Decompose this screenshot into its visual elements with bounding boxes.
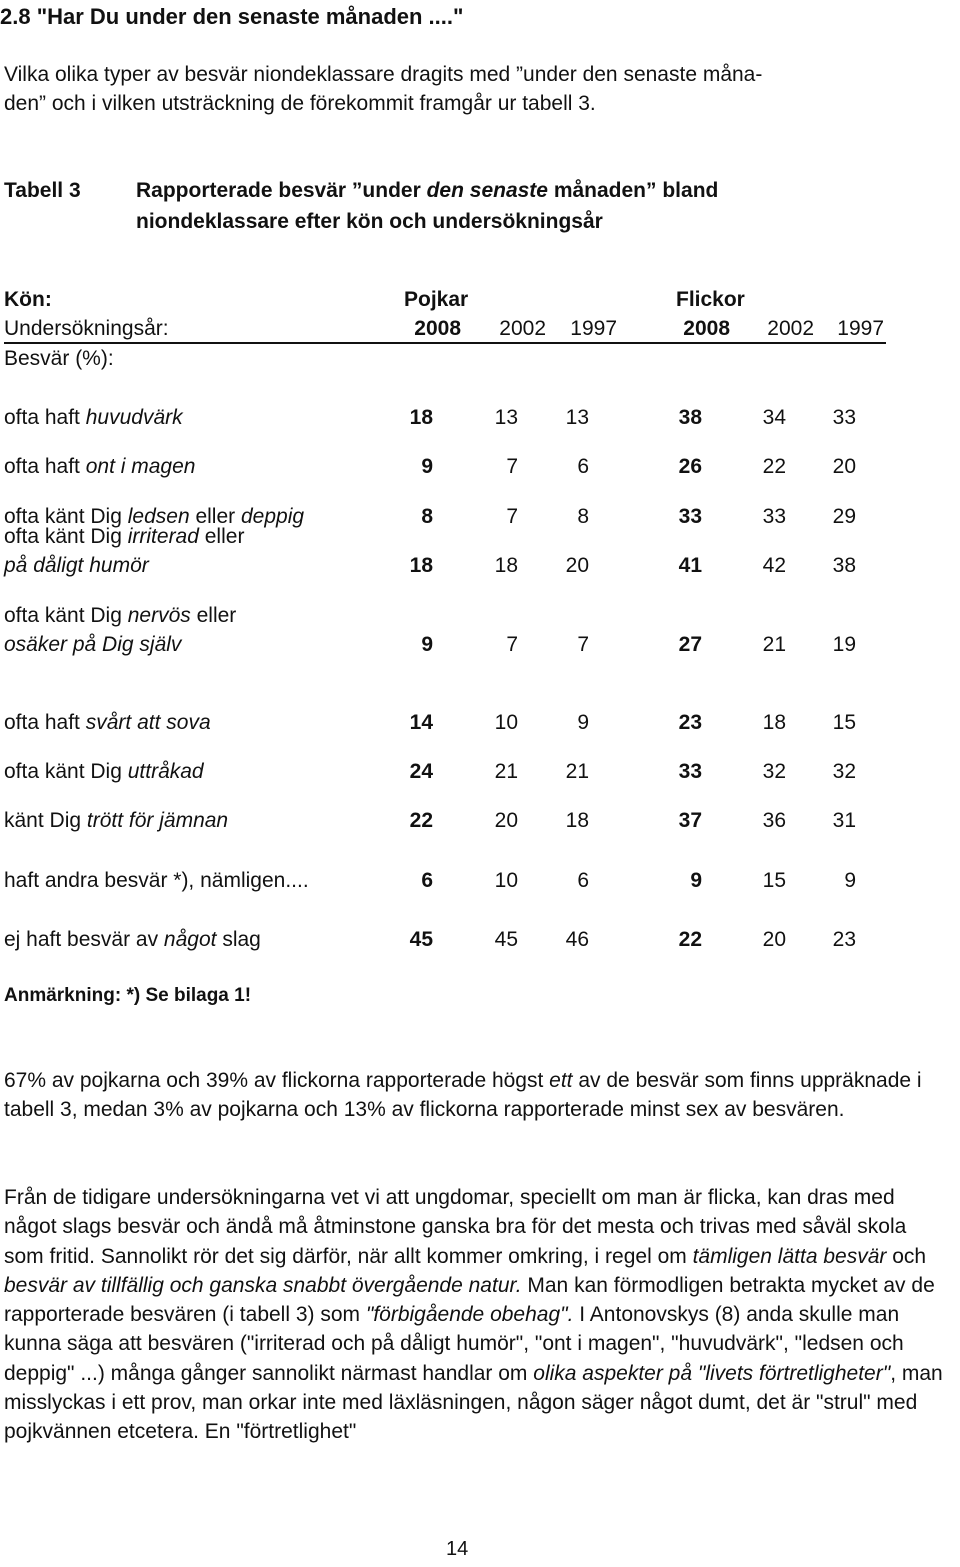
table-cell: 7 <box>506 455 518 478</box>
year-label: Undersökningsår: <box>4 317 169 340</box>
table-cell: 32 <box>762 760 786 783</box>
table-cell: 15 <box>762 869 786 892</box>
table-cell: 9 <box>421 633 433 656</box>
table-cell: 18 <box>409 406 433 429</box>
row-label: ofta känt Dig nervös eller <box>4 604 237 627</box>
table-cell: 45 <box>494 928 518 951</box>
row-label: haft andra besvär *), nämligen.... <box>4 869 309 892</box>
row-label: känt Dig trött för jämnan <box>4 809 229 832</box>
table-cell: 33 <box>678 505 702 528</box>
section-heading: 2.8 "Har Du under den senaste månaden ...." <box>0 4 464 29</box>
row-label-continued: på dåligt humör <box>4 554 149 577</box>
table-cell: 33 <box>762 505 786 528</box>
year-header: 1997 <box>837 317 884 340</box>
table-cell: 10 <box>494 711 518 734</box>
year-header: 2008 <box>414 317 461 340</box>
table-cell: 37 <box>678 809 702 832</box>
table-note: Anmärkning: *) Se bilaga 1! <box>4 985 252 1006</box>
table-cell: 20 <box>762 928 786 951</box>
table-cell: 19 <box>832 633 856 656</box>
table-cell: 20 <box>565 554 589 577</box>
table-cell: 22 <box>678 928 702 951</box>
flickor-header: Flickor <box>676 288 745 311</box>
table-cell: 10 <box>494 869 518 892</box>
table-cell: 15 <box>832 711 856 734</box>
row-label: ej haft besvär av något slag <box>4 928 261 951</box>
kon-label: Kön: <box>4 288 52 311</box>
intro-line-2: den” och i vilken utsträckning de förekommit framgår ur tabell 3. <box>4 92 596 115</box>
table-cell: 22 <box>409 809 433 832</box>
table-cell: 14 <box>409 711 433 734</box>
table-cell: 21 <box>565 760 589 783</box>
table-cell: 20 <box>494 809 518 832</box>
table-cell: 32 <box>832 760 856 783</box>
table-cell: 38 <box>678 406 702 429</box>
table-cell: 33 <box>678 760 702 783</box>
table-cell: 29 <box>832 505 856 528</box>
table-cell: 27 <box>678 633 702 656</box>
table-cell: 23 <box>832 928 856 951</box>
table-cell: 7 <box>577 633 589 656</box>
besvar-label: Besvär (%): <box>4 347 114 370</box>
table-caption-line-2: niondeklassare efter kön och undersökningsår <box>136 210 603 233</box>
table-cell: 45 <box>409 928 433 951</box>
table-cell: 46 <box>565 928 589 951</box>
table-cell: 9 <box>844 869 856 892</box>
table-cell: 20 <box>832 455 856 478</box>
table-cell: 6 <box>577 455 589 478</box>
table-cell: 18 <box>565 809 589 832</box>
table-cell: 18 <box>762 711 786 734</box>
year-header: 1997 <box>570 317 617 340</box>
table-label: Tabell 3 <box>4 179 81 202</box>
table-cell: 34 <box>762 406 786 429</box>
table-cell: 18 <box>409 554 433 577</box>
table-cell: 42 <box>762 554 786 577</box>
table-cell: 31 <box>832 809 856 832</box>
table-caption-line-1: Rapporterade besvär ”under den senaste månaden” bland <box>136 179 719 202</box>
row-label: ofta känt Dig ledsen eller deppig <box>4 505 305 528</box>
year-header: 2002 <box>767 317 814 340</box>
table-cell: 7 <box>506 505 518 528</box>
table-cell: 9 <box>690 869 702 892</box>
row-label: ofta känt Dig uttråkad <box>4 760 204 783</box>
table-cell: 8 <box>577 505 589 528</box>
table-cell: 36 <box>762 809 786 832</box>
table-cell: 18 <box>494 554 518 577</box>
table-cell: 38 <box>832 554 856 577</box>
table-cell: 33 <box>832 406 856 429</box>
year-header: 2002 <box>499 317 546 340</box>
pojkar-header: Pojkar <box>404 288 469 311</box>
intro-line-1: Vilka olika typer av besvär niondeklassare dragits med ”under den senaste måna- <box>4 63 763 86</box>
page-number: 14 <box>446 1538 469 1560</box>
paragraph-1: 67% av pojkarna och 39% av flickorna rapporterade högst ett av de besvär som finns uppräknade i tabell 3, medan 3% av pojkarna och 13% av flickorna rapporterade minst sex av besvären. <box>4 1069 922 1122</box>
table-cell: 6 <box>421 869 433 892</box>
row-label: ofta känt Dig irriterad eller <box>4 525 245 548</box>
table-cell: 22 <box>762 455 786 478</box>
table-cell: 13 <box>565 406 589 429</box>
paragraph-2: Från de tidigare undersökningarna vet vi att ungdomar, speciellt om man är flicka, kan dras med något slags besvär och ändå må åtminstone ganska bra för det mesta och trivas med såväl skola som fritid. Sannolikt rör det sig därför, när allt kommer omkring, i regel om tämligen lätta besvär och besvär av tillfällig och ganska snabbt övergående natur. Man kan förmodligen betrakta mycket av de rapporterade besvären (i tabell 3) som "förbigående obehag". I Antonovskys (8) anda skulle man kunna säga att besvären ("irriterad och på dåligt humör", "ont i magen", "huvudvärk", "ledsen och deppig" ...) många gånger sannolikt närmast handlar om olika aspekter på "livets förtretligheter", man misslyckas i ett prov, man orkar inte med läxläsningen, någon säger något dumt, det är "strul" med pojkvännen etcetera. En "förtretlighet" <box>4 1186 943 1444</box>
row-label: ofta haft svårt att sova <box>4 711 211 734</box>
table-cell: 23 <box>678 711 702 734</box>
table-cell: 21 <box>762 633 786 656</box>
table-cell: 9 <box>577 711 589 734</box>
table-cell: 7 <box>506 633 518 656</box>
year-header: 2008 <box>683 317 730 340</box>
table-cell: 13 <box>494 406 518 429</box>
table-cell: 21 <box>494 760 518 783</box>
header-rule <box>4 342 886 344</box>
table-cell: 9 <box>421 455 433 478</box>
table-cell: 26 <box>678 455 702 478</box>
row-label: ofta haft ont i magen <box>4 455 196 478</box>
table-cell: 41 <box>678 554 702 577</box>
table-cell: 6 <box>577 869 589 892</box>
row-label: ofta haft huvudvärk <box>4 406 183 429</box>
row-label-continued: osäker på Dig själv <box>4 633 182 656</box>
table-cell: 24 <box>409 760 433 783</box>
table-cell: 8 <box>421 505 433 528</box>
